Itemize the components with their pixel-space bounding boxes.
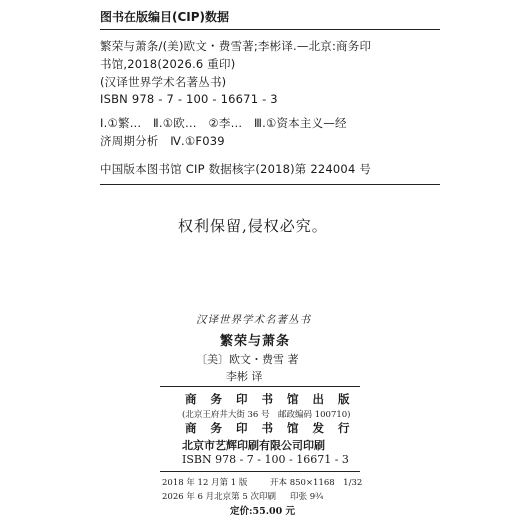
cip-line-6: 济周期分析 Ⅳ.①F039 bbox=[100, 134, 225, 148]
printer-line: 北京市艺辉印刷有限公司印刷 bbox=[182, 439, 325, 452]
distributor-line: 商 务 印 书 馆 发 行 bbox=[185, 421, 355, 435]
edition-line: 2018 年 12 月第 1 版 bbox=[162, 478, 248, 488]
cip-line-4: ISBN 978 - 7 - 100 - 16671 - 3 bbox=[100, 92, 278, 106]
cip-line-2: 书馆,2018(2026.6 重印) bbox=[100, 57, 236, 71]
format-line: 开本 850×1168 1/32 bbox=[270, 478, 363, 488]
sheets-line: 印张 9¾ bbox=[290, 492, 324, 502]
series-name: 汉译世界学术名著丛书 bbox=[196, 314, 311, 326]
publisher-line: 商 务 印 书 馆 出 版 bbox=[185, 392, 355, 406]
cip-bottom-rule bbox=[100, 184, 440, 185]
printing-line: 2026 年 6 月北京第 5 次印刷 bbox=[162, 492, 276, 502]
cip-line-5: Ⅰ.①繁… Ⅱ.①欧… ②李… Ⅲ.①资本主义—经 bbox=[100, 116, 347, 130]
rights-statement: 权利保留,侵权必究。 bbox=[178, 217, 328, 235]
cip-title-rule bbox=[100, 29, 440, 30]
colophon-rule-top bbox=[160, 386, 360, 387]
publisher-address: (北京王府井大街 36 号 邮政编码 100710) bbox=[182, 410, 351, 420]
isbn-line: ISBN 978 - 7 - 100 - 16671 - 3 bbox=[182, 453, 349, 466]
price-line: 定价:55.00 元 bbox=[230, 506, 296, 517]
translator-line: 李彬 译 bbox=[226, 370, 263, 383]
cip-line-7: 中国版本图书馆 CIP 数据核字(2018)第 224004 号 bbox=[100, 162, 372, 176]
book-title: 繁荣与萧条 bbox=[220, 334, 291, 349]
author-line: 〔美〕欧文・费雪 著 bbox=[196, 353, 299, 366]
cip-line-3: (汉译世界学术名著丛书) bbox=[100, 75, 227, 89]
cip-line-1: 繁荣与萧条/(美)欧文・费雪著;李彬译.—北京:商务印 bbox=[100, 39, 372, 53]
cip-title: 图书在版编目(CIP)数据 bbox=[100, 10, 230, 24]
colophon-rule-bottom bbox=[160, 471, 360, 472]
